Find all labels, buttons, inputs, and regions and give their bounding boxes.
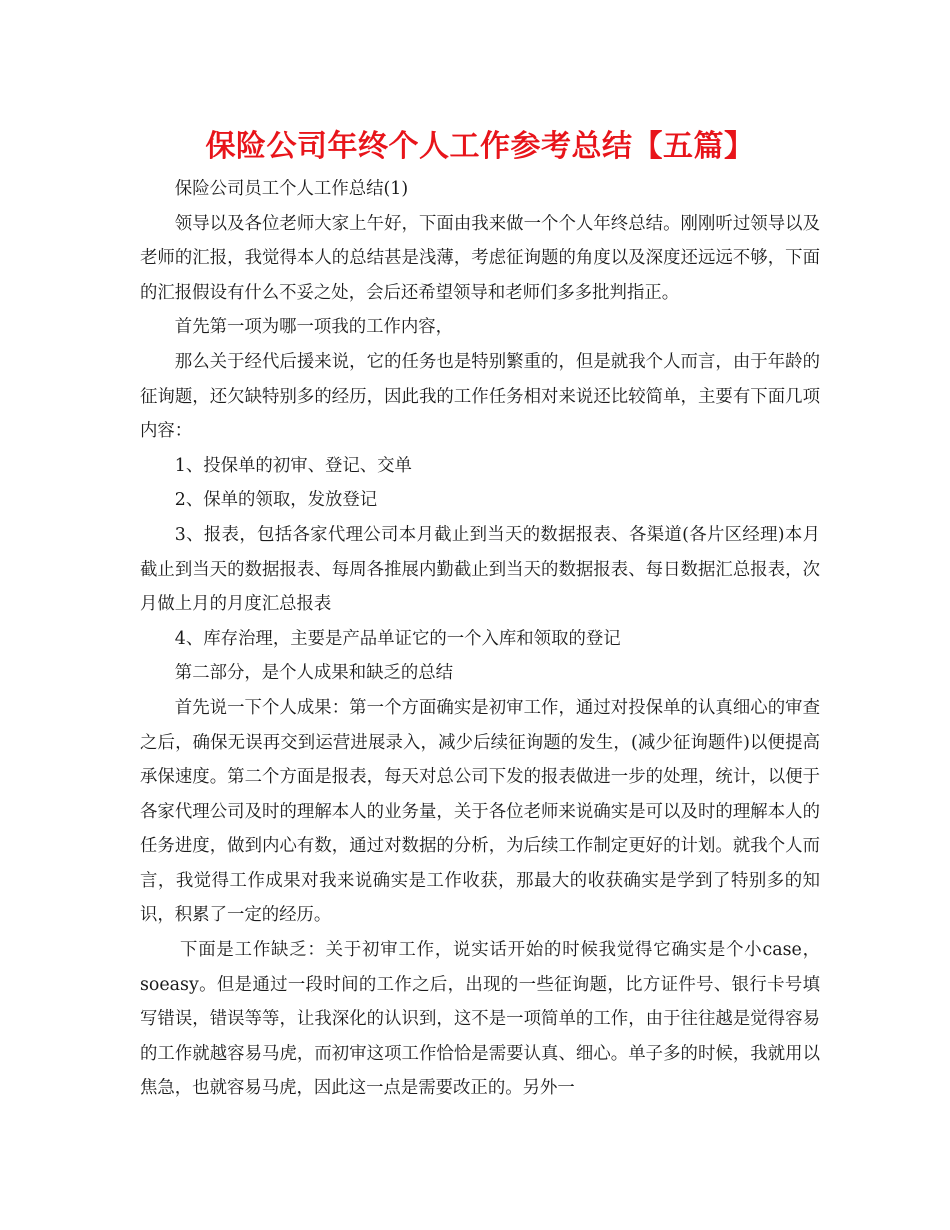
document-title: 保险公司年终个人工作参考总结【五篇】 — [205, 129, 755, 164]
list-item: 2、保单的领取，发放登记 — [174, 490, 378, 511]
section-subtitle: 保险公司员工个人工作总结(1) — [174, 179, 409, 199]
list-item: 4、库存治理，主要是产品单证它的一个入库和领取的登记 — [174, 628, 621, 649]
paragraph-part-two-heading: 第二部分，是个人成果和缺乏的总结 — [174, 663, 454, 684]
list-item: 1、投保单的初审、登记、交单 — [174, 455, 412, 476]
document-body — [140, 172, 820, 1106]
paragraph-achievements: 首先说一下个人成果：第一个方面确实是初审工作，通过对投保单的认真细心的审查之后，确保无误再交到运营进展录入，减少后续征询题的发生，(减少征询题件)以便提高承保速度。第二个方面是报表，每天对总公司下发的报表做进一步的处理，统计，以便于各家代理公司及时的理解本人的业务量，关于各位老师来说确实是可以及时的理解本人的任务进度，做到内心有数，通过对数据的分析，为后续工作制定更好的计划。就我个人而言，我觉得工作成果对我来说确实是工作收获，那最大的收获确实是学到了特别多的知识，积累了一定的经历。 — [140, 697, 820, 926]
paragraph-shortcomings: 下面是工作缺乏：关于初审工作，说实话开始的时候我觉得它确实是个小case，soeasy。但是通过一段时间的工作之后，出现的一些征询题，比方证件号、银行卡号填写错误，错误等等，让我深化的认识到，这不是一项简单的工作，由于往往越是觉得容易的工作就越容易马虎，而初审这项工作恰恰是需要认真、细心。单子多的时候，我就用以焦急，也就容易马虎，因此这一点是需要改正的。另外一 — [140, 940, 820, 1099]
paragraph-greeting: 领导以及各位老师大家上午好，下面由我来做一个个人年终总结。刚刚听过领导以及老师的汇报，我觉得本人的总结甚是浅薄，考虑征询题的角度以及深度还远远不够，下面的汇报假设有什么不妥之处，会后还希望领导和老师们多多批判指正。 — [140, 213, 820, 303]
paragraph-work-content-heading: 首先第一项为哪一项我的工作内容， — [174, 317, 454, 338]
list-item: 3、报表，包括各家代理公司本月截止到当天的数据报表、各渠道(各片区经理)本月截止到当天的数据报表、每周各推展内勤截止到当天的数据报表、每日数据汇总报表，次月做上月的月度汇总报表 — [140, 524, 820, 615]
paragraph-work-intro: 那么关于经代后援来说，它的任务也是特别繁重的，但是就我个人而言，由于年龄的征询题，还欠缺特别多的经历，因此我的工作任务相对来说还比较简单，主要有下面几项内容： — [140, 351, 820, 442]
